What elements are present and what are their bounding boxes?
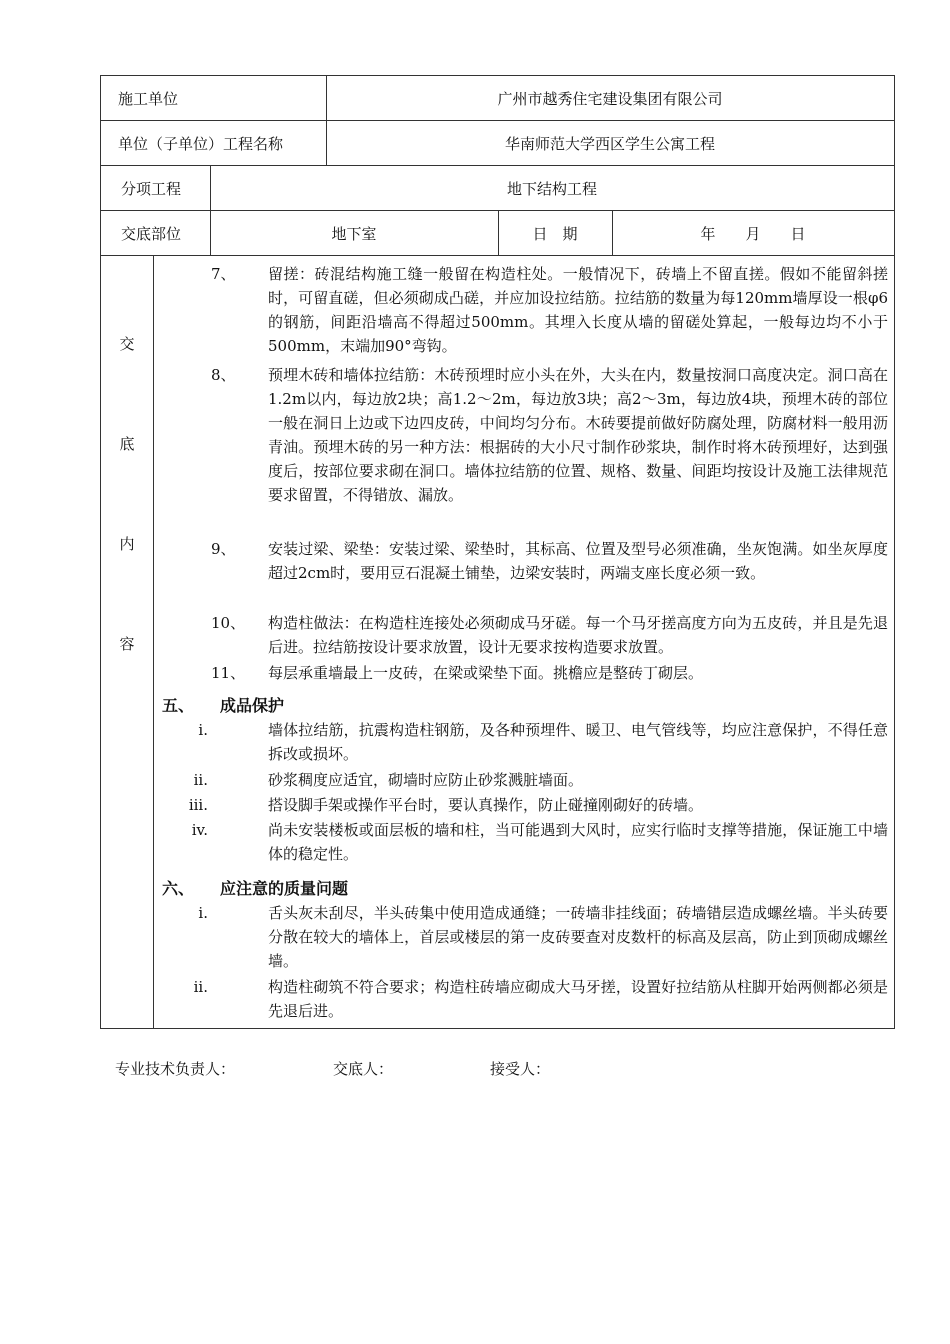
section-5-item-iv [168,818,888,866]
item-text: 留搓：砖混结构施工缝一般留在构造柱处。一般情况下，砖墙上不留直搓。假如不能留斜搓时，可留直磋，但必须砌成凸磋，并应加设拉结筋。拉结筋的数量为每120mm墙厚设一根φ6的钢筋，间距沿墙高不得超过500mm。其埋入长度从墙的留磋处算起，一般每边均不小于500mm，末端加90°弯钩。 [268,265,888,355]
item-number: ii. [193,771,208,789]
item-text: 每层承重墙最上一皮砖，在梁或梁垫下面。挑檐应是整砖丁砌层。 [268,664,704,682]
item-text: 舌头灰未刮尽，半头砖集中使用造成通缝；一砖墙非挂线面；砖墙错层造成螺丝墙。半头砖要分散在较大的墙体上，首层或楼层的第一皮砖要查对皮数杆的标高及层高，防止到顶砌成螺丝墙。 [268,904,888,970]
discloser-signature-label: 交底人： [333,1060,394,1078]
section-6-item-ii [168,975,888,1023]
side-label-char: 交 [119,335,135,353]
item-text: 预埋木砖和墙体拉结筋：木砖预埋时应小头在外，大头在内，数量按洞口高度决定。洞口高在1.2m以内，每边放2块；高1.2～2m，每边放3块；高2～3m，每边放4块，预埋木砖的部位一般在洞日上边或下边四皮砖，中间均匀分布。木砖要提前做好防腐处理，防腐材料一般用沥青油。预埋木砖的另一种方法：根据砖的大小尺寸制作砂浆块，制作时将木砖预埋好，达到强度后，按部位要求砌在洞口。墙体拉结筋的位置、规格、数量、间距均按设计及施工法律规范要求留置，不得错放、漏放。 [268,366,888,504]
item-number: 10、 [211,614,246,632]
item-number: 7、 [211,265,236,283]
date-label: 日 期 [532,224,578,243]
section-5-item-iii [168,793,888,817]
item-number: iii. [188,796,208,814]
tech-lead-signature-label: 专业技术负责人： [115,1060,236,1078]
location-value: 地下室 [331,224,377,243]
header-row-4 [100,210,895,256]
construction-unit-value: 广州市越秀住宅建设集团有限公司 [497,89,723,108]
construction-unit-label: 施工单位 [118,89,179,108]
section-title: 成品保护 [220,696,285,715]
item-7 [168,262,888,358]
item-11 [168,661,888,685]
item-text: 砂浆稠度应适宜，砌墙时应防止砂浆溅脏墙面。 [268,771,584,789]
header-row-3 [100,165,895,211]
location-label: 交底部位 [121,224,182,243]
item-10 [168,611,888,659]
sub-project-value: 地下结构工程 [506,179,597,198]
item-number: 8、 [211,366,236,384]
item-number: i. [198,721,208,739]
section-number: 五、 [162,696,195,715]
item-8 [168,363,888,507]
item-text: 构造柱砌筑不符合要求；构造柱砖墙应砌成大马牙搓，设置好拉结筋从柱脚开始两侧都必须是先退后进。 [268,978,888,1020]
item-number: 11、 [211,664,246,682]
side-label-char: 底 [119,435,135,453]
project-name-value: 华南师范大学西区学生公寓工程 [504,134,715,153]
header-row-1 [100,75,895,121]
section-6-item-i [168,901,888,973]
sub-project-label: 分项工程 [121,179,182,198]
item-text: 墙体拉结筋，抗震构造柱钢筋，及各种预埋件、暖卫、电气管线等，均应注意保护，不得任意拆改或损坏。 [268,721,888,763]
section-5-item-ii [168,768,888,792]
side-label-column [101,256,154,1028]
section-title: 应注意的质量问题 [220,879,349,898]
side-label-char: 内 [119,535,135,553]
item-text: 构造柱做法：在构造柱连接处必须砌成马牙磋。每一个马牙搓高度方向为五皮砖，并且是先退后进。拉结筋按设计要求放置，设计无要求按构造要求放置。 [268,614,888,656]
item-text: 搭设脚手架或操作平台时，要认真操作，防止碰撞刚砌好的砖墙。 [268,796,704,814]
receiver-signature-label: 接受人： [490,1060,551,1078]
item-number: iv. [191,821,208,839]
project-name-label: 单位（子单位）工程名称 [118,134,284,153]
section-5-item-i [168,718,888,766]
item-number: ii. [193,978,208,996]
item-number: 9、 [211,540,236,558]
item-number: i. [198,904,208,922]
section-number: 六、 [162,879,195,898]
side-label-char: 容 [119,635,135,653]
item-text: 尚未安装楼板或面层板的墙和柱，当可能遇到大风时，应实行临时支撑等措施，保证施工中墙体的稳定性。 [268,821,888,863]
item-text: 安装过梁、梁垫：安装过梁、梁垫时，其标高、位置及型号必须准确，坐灰饱满。如坐灰厚度超过2cm时，要用豆石混凝土铺垫，边梁安装时，两端支座长度必须一致。 [268,540,888,582]
header-row-2 [100,120,895,166]
date-value: 年 月 日 [700,224,806,243]
item-9 [168,537,888,585]
